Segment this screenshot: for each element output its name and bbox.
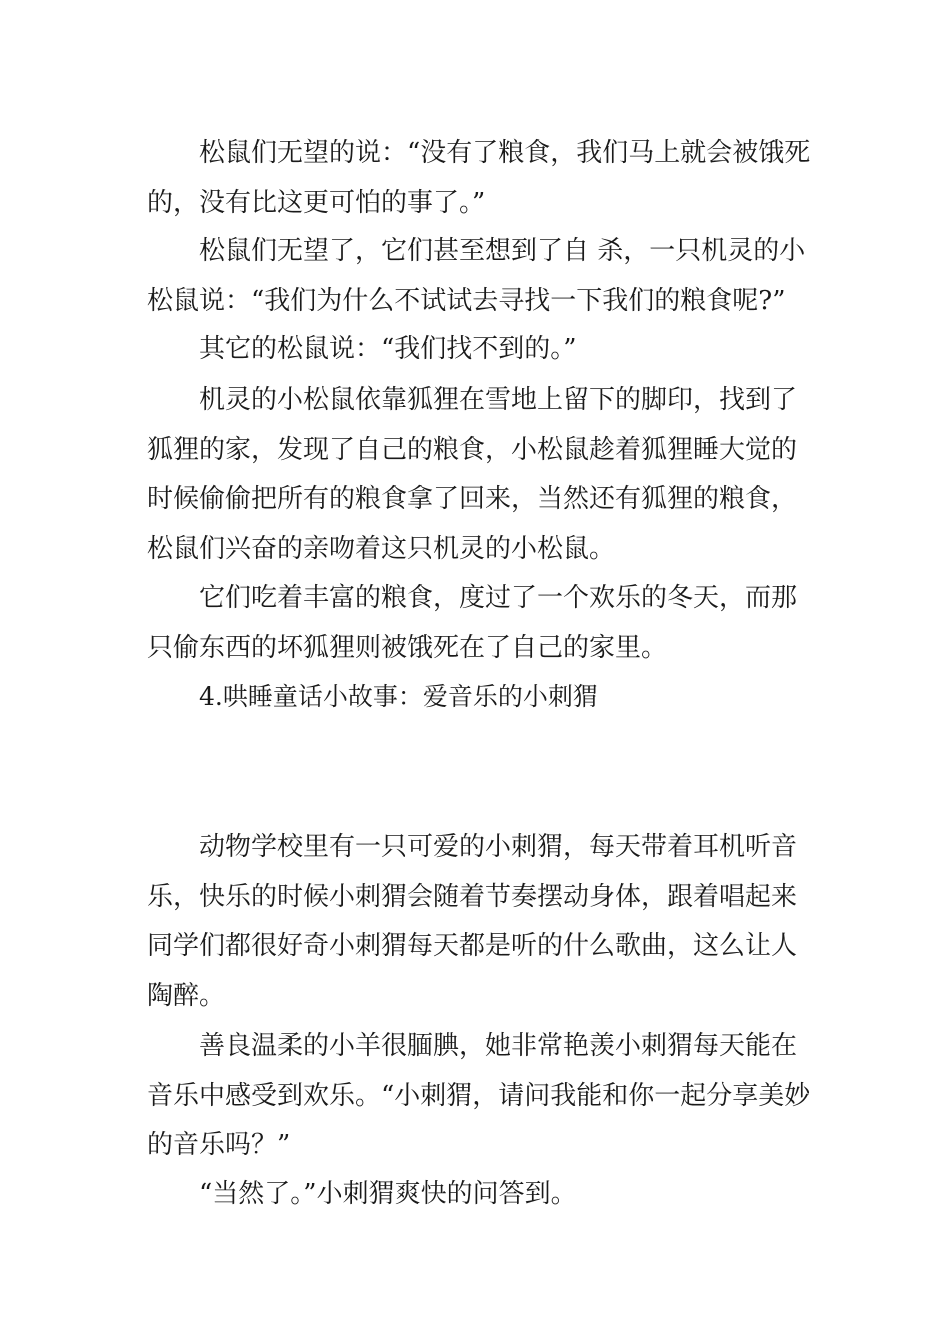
paragraph-happy-winter: 它们吃着丰富的粮食，度过了一个欢乐的冬天，而那只偷东西的坏狐狸则被饿死在了自己的家里。 xyxy=(147,583,798,663)
paragraph-others-reply: 其它的松鼠说：“我们找不到的。” xyxy=(199,334,577,364)
paragraph-squirrels-despair: 松鼠们无望的说：“没有了粮食，我们马上就会被饿死的，没有比这更可怕的事了。” xyxy=(147,138,811,218)
paragraph-lamb-asks: 善良温柔的小羊很腼腆，她非常艳羡小刺猬每天能在音乐中感受到欢乐。“小刺猬，请问我能和你一起分享美妙的音乐吗？” xyxy=(147,1031,811,1160)
section-heading-hedgehog-story: 4.哄睡童话小故事：爱音乐的小刺猬 xyxy=(199,682,598,711)
paragraph-hedgehog-music: 动物学校里有一只可爱的小刺猬，每天带着耳机听音乐，快乐的时候小刺猬会随着节奏摆动身体，跟着唱起来同学们都很好奇小刺猬每天都是听的什么歌曲，这么让人陶醉。 xyxy=(147,832,798,1011)
paragraph-found-fox-home: 机灵的小松鼠依靠狐狸在雪地上留下的脚印，找到了狐狸的家，发现了自己的粮食，小松鼠趁着狐狸睡大觉的时候偷偷把所有的粮食拿了回来，当然还有狐狸的粮食，松鼠们兴奋的亲吻着这只机灵的小松鼠。 xyxy=(147,385,798,564)
paragraph-hedgehog-answers: “当然了。”小刺猬爽快的问答到。 xyxy=(199,1179,577,1209)
paragraph-clever-squirrel-idea: 松鼠们无望了，它们甚至想到了自 杀，一只机灵的小松鼠说：“我们为什么不试试去寻找一下我们的粮食呢?” xyxy=(147,236,806,316)
